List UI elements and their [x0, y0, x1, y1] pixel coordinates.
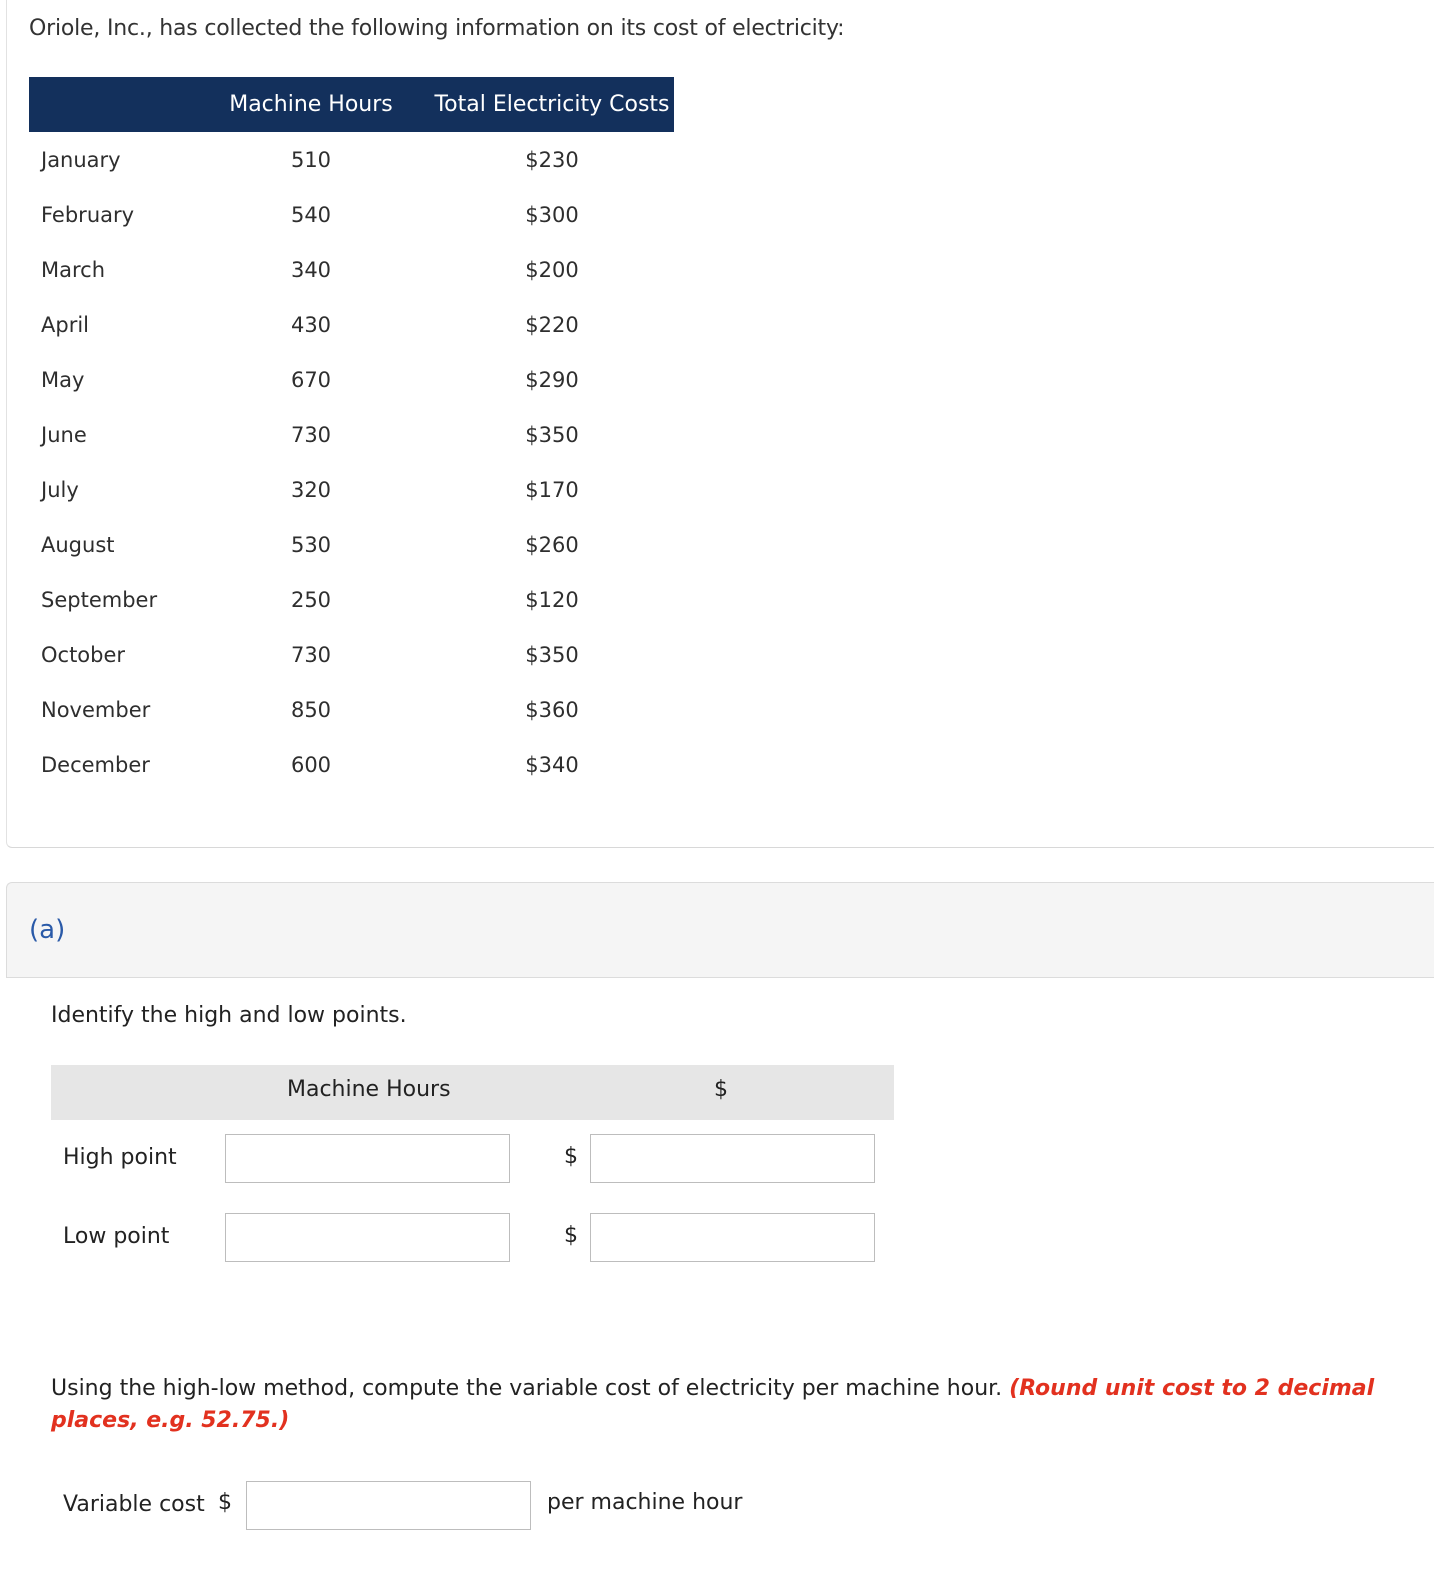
hours-cell: 510 — [290, 147, 332, 172]
month-cell: March — [41, 257, 106, 282]
variable-cost-currency: $ — [218, 1490, 232, 1515]
variable-cost-unit: per machine hour — [547, 1490, 743, 1515]
hours-cell: 730 — [290, 422, 332, 447]
part-a-header — [6, 882, 1434, 978]
table-row — [29, 627, 674, 682]
month-cell: September — [41, 587, 158, 612]
hours-cell: 730 — [290, 642, 332, 667]
cost-cell: $200 — [525, 257, 579, 282]
header-month — [29, 77, 192, 132]
hours-cell: 540 — [290, 202, 332, 227]
table-row — [29, 407, 674, 462]
hours-cell: 250 — [290, 587, 332, 612]
month-cell: July — [41, 477, 79, 502]
table-row — [29, 517, 674, 572]
cost-cell: $220 — [525, 312, 579, 337]
table-row — [29, 352, 674, 407]
month-cell: August — [41, 532, 115, 557]
header-total-electricity-costs: Total Electricity Costs — [430, 77, 674, 132]
low-point-cost-input[interactable] — [590, 1213, 875, 1262]
hours-cell: 320 — [290, 477, 332, 502]
variable-cost-prompt-text: Using the high-low method, compute the variable cost of electricity per machine hour. — [51, 1376, 1003, 1401]
month-cell: June — [41, 422, 87, 447]
month-cell: May — [41, 367, 85, 392]
answer-table-header — [51, 1065, 894, 1120]
cost-cell: $300 — [525, 202, 579, 227]
table-row — [29, 187, 674, 242]
header-machine-hours: Machine Hours — [192, 77, 430, 132]
cost-cell: $120 — [525, 587, 579, 612]
month-cell: January — [41, 147, 121, 172]
electricity-data-table — [29, 77, 674, 792]
cost-cell: $260 — [525, 532, 579, 557]
table-row — [29, 462, 674, 517]
intro-text: Oriole, Inc., has collected the following information on its cost of electricity: — [29, 16, 845, 41]
month-cell: October — [41, 642, 126, 667]
cost-cell: $230 — [525, 147, 579, 172]
cost-cell: $350 — [525, 422, 579, 447]
hours-cell: 530 — [290, 532, 332, 557]
hours-cell: 340 — [290, 257, 332, 282]
high-point-currency: $ — [564, 1144, 578, 1169]
month-cell: November — [41, 697, 151, 722]
variable-cost-input[interactable] — [246, 1481, 531, 1530]
table-row — [29, 242, 674, 297]
high-low-prompt: Identify the high and low points. — [51, 1003, 407, 1028]
table-row — [29, 572, 674, 627]
rounding-note: (Round unit cost to 2 decimal places, e.g. 52.75.) — [51, 1376, 1375, 1433]
high-point-cost-input[interactable] — [590, 1134, 875, 1183]
hours-cell: 430 — [290, 312, 332, 337]
month-cell: February — [41, 202, 135, 227]
answer-header-machine-hours: Machine Hours — [287, 1077, 451, 1102]
table-row — [29, 682, 674, 737]
low-point-hours-input[interactable] — [225, 1213, 510, 1262]
table-row — [29, 737, 674, 792]
table-header-row — [29, 77, 674, 132]
variable-cost-prompt — [51, 1373, 1391, 1437]
low-point-currency: $ — [564, 1223, 578, 1248]
cost-cell: $340 — [525, 752, 579, 777]
hours-cell: 600 — [290, 752, 332, 777]
hours-cell: 850 — [290, 697, 332, 722]
variable-cost-label: Variable cost — [63, 1492, 205, 1517]
table-row — [29, 132, 674, 187]
cost-cell: $290 — [525, 367, 579, 392]
hours-cell: 670 — [290, 367, 332, 392]
month-cell: December — [41, 752, 150, 777]
cost-cell: $360 — [525, 697, 579, 722]
high-point-label: High point — [63, 1145, 177, 1170]
month-cell: April — [41, 312, 89, 337]
low-point-label: Low point — [63, 1224, 170, 1249]
high-point-hours-input[interactable] — [225, 1134, 510, 1183]
cost-cell: $350 — [525, 642, 579, 667]
answer-header-currency: $ — [714, 1077, 728, 1102]
table-row — [29, 297, 674, 352]
part-a-label: (a) — [29, 915, 66, 945]
cost-cell: $170 — [525, 477, 579, 502]
